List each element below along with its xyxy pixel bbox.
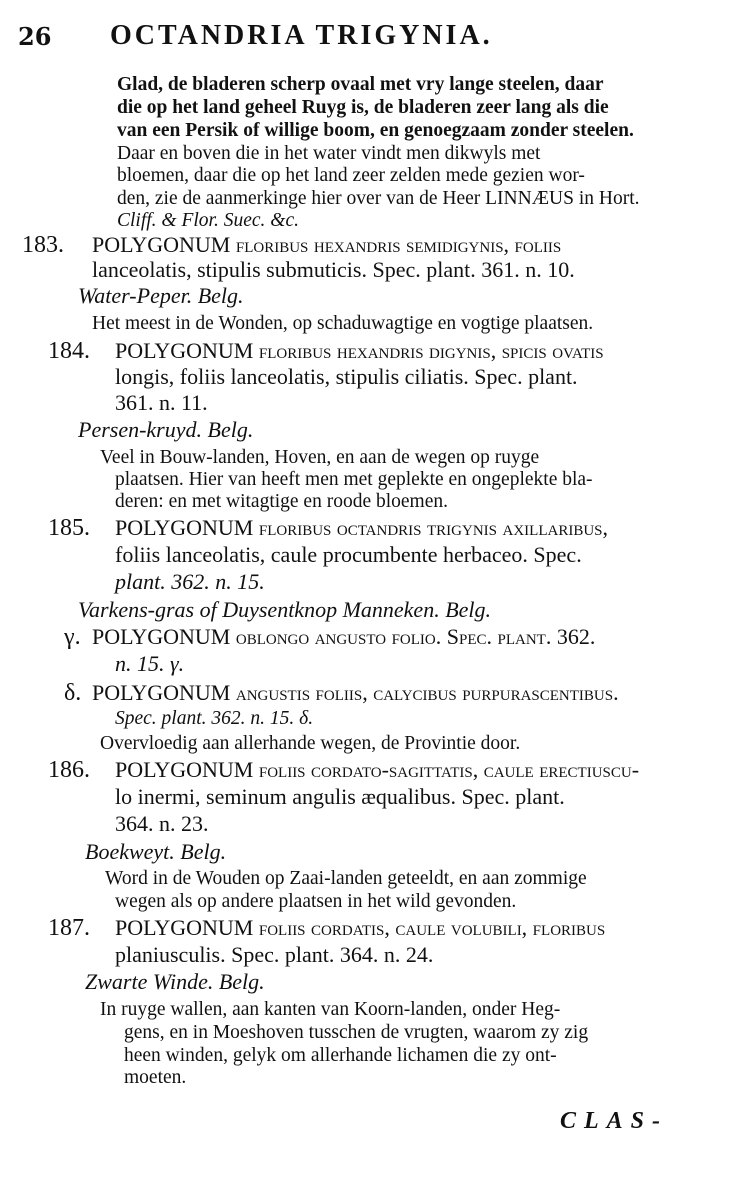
entry-number: 186. [48,757,90,783]
common-name: Boekweyt. Belg. [85,839,227,864]
common-name: Zwarte Winde. Belg. [85,969,265,994]
entry-line: longis, foliis lanceolatis, stipulis ciliatis. Spec. plant. [115,364,578,389]
habitat-line: heen winden, gelyk om allerhande lichamen die zy ont- [124,1045,557,1066]
entry-line: lanceolatis, stipulis submuticis. Spec. plant. 361. n. 10. [92,257,575,282]
entry-line: plant. 362. n. 15. [115,569,265,594]
entry-line: POLYGONUM angustis foliis, calycibus purpurascentibus. [92,680,619,705]
entry-line: lo inermi, seminum angulis æqualibus. Spec. plant. [115,784,565,809]
common-name: Varkens-gras of Duysentknop Manneken. Belg. [78,597,492,622]
entry-line: POLYGONUM foliis cordato-sagittatis, caule erectiuscu- [115,757,640,782]
entry-number: 185. [48,515,90,541]
habitat-line: Veel in Bouw-landen, Hoven, en aan de wegen op ruyge [100,447,540,468]
running-title: OCTANDRIA TRIGYNIA. [110,20,493,51]
entry-number: δ. [64,680,82,706]
habitat-line: Het meest in de Wonden, op schaduwagtige en vogtige plaatsen. [92,313,594,334]
entry-number: 183. [22,232,64,258]
entry-line: Spec. plant. 362. n. 15. δ. [115,708,314,729]
entry-line: POLYGONUM floribus hexandris semidigynis, foliis [92,232,562,257]
common-name: Persen-kruyd. Belg. [78,417,254,442]
entry-line: 361. n. 11. [115,390,208,415]
entry-line: 364. n. 23. [115,811,209,836]
entry-number: γ. [64,624,81,650]
entry-line: foliis lanceolatis, caule procumbente herbaceo. Spec. [115,542,582,567]
habitat-line: moeten. [124,1067,187,1088]
habitat-line: gens, en in Moeshoven tusschen de vrugten, waarom zy zig [124,1022,589,1043]
text-line: Daar en boven die in het water vindt men dikwyls met [117,143,541,164]
text-line: Cliff. & Flor. Suec. &c. [117,210,299,231]
entry-line: POLYGONUM floribus octandris trigynis axillaribus, [115,515,609,540]
entry-line: n. 15. γ. [115,651,185,676]
entry-line: POLYGONUM foliis cordatis, caule volubili, floribus [115,915,606,940]
entry-number: 187. [48,915,90,941]
habitat-line: plaatsen. Hier van heeft men met geplekte en ongeplekte bla- [115,469,593,490]
habitat-line: deren: en met witagtige en roode bloemen. [115,491,449,512]
catchword: CLAS- [560,1108,669,1134]
entry-line: POLYGONUM floribus hexandris digynis, spicis ovatis [115,338,604,363]
common-name: Water-Peper. Belg. [78,283,244,308]
habitat-line: Overvloedig aan allerhande wegen, de Provintie door. [100,733,521,754]
entry-number: 184. [48,338,90,364]
habitat-line: wegen als op andere plaatsen in het wild gevonden. [115,891,517,912]
entry-line: planiusculis. Spec. plant. 364. n. 24. [115,942,434,967]
text-line: den, zie de aanmerkinge hier over van de Heer LINNÆUS in Hort. [117,188,640,209]
text-line: die op het land geheel Ruyg is, de bladeren zeer lang als die [117,97,609,118]
text-line: Glad, de bladeren scherp ovaal met vry lange steelen, daar [117,74,604,95]
entry-line: POLYGONUM oblongo angusto folio. Spec. plant. 362. [92,624,596,649]
page-number: 26 [18,22,52,51]
habitat-line: Word in de Wouden op Zaai-landen geteeldt, en aan zommige [105,868,587,889]
habitat-line: In ruyge wallen, aan kanten van Koorn-landen, onder Heg- [100,999,561,1020]
page-header [18,18,718,58]
text-line: bloemen, daar die op het land zeer zelden mede gezien wor- [117,165,585,186]
text-line: van een Persik of willige boom, en genoegzaam zonder steelen. [117,120,634,141]
